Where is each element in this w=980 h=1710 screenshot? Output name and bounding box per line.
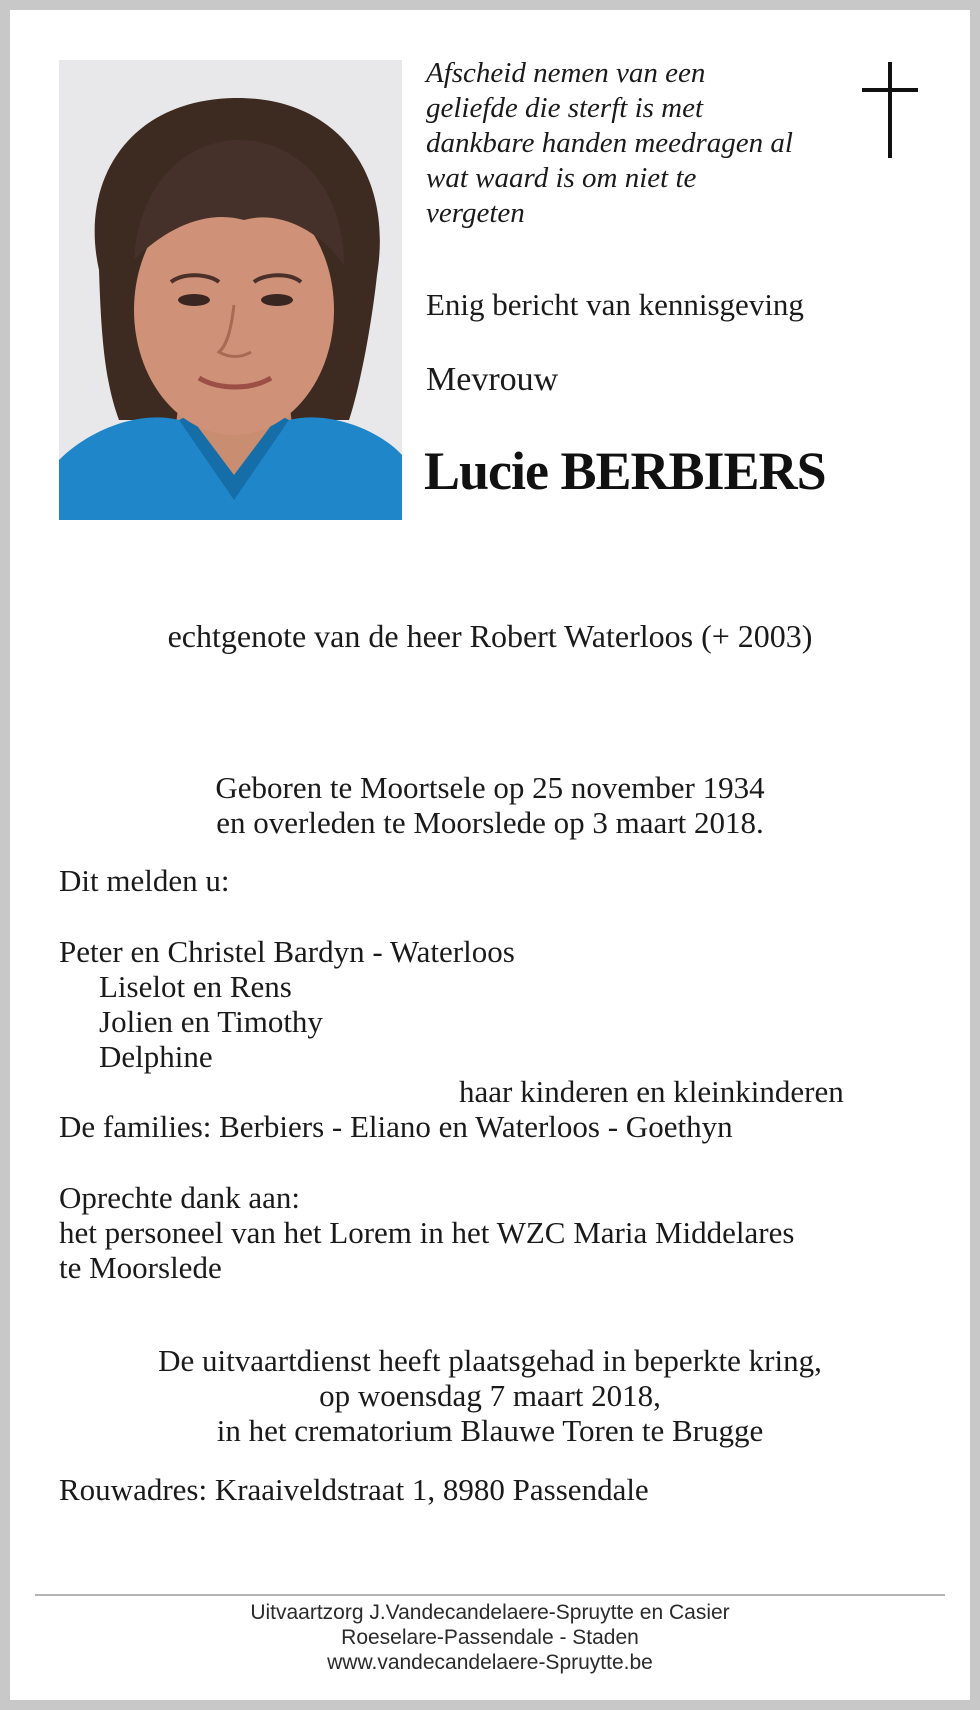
spouse-line: echtgenote van de heer Robert Waterloos (+ 2003) <box>167 618 813 654</box>
thanks-heading: Oprechte dank aan: <box>59 1180 300 1215</box>
portrait-photo <box>59 60 402 520</box>
footer-divider <box>35 1594 945 1596</box>
thanks-line: het personeel van het Lorem in het WZC Maria Middelares <box>59 1215 795 1250</box>
service-line: in het crematorium Blauwe Toren te Brugge <box>216 1413 764 1448</box>
family-intro: Dit melden u: <box>59 863 230 898</box>
footer-line: Roeselare-Passendale - Staden <box>341 1626 639 1649</box>
birth-line: Geboren te Moortsele op 25 november 1934 <box>215 770 765 805</box>
service-info <box>0 1343 980 1448</box>
quote-line: vergeten <box>426 197 525 229</box>
grandchildren-line: Jolien en Timothy <box>99 1004 323 1039</box>
quote-line: wat waard is om niet te <box>426 162 697 194</box>
quote-line: geliefde die sterft is met <box>426 92 704 124</box>
quote-line: Afscheid nemen van een <box>426 57 706 89</box>
cross-icon <box>862 62 918 158</box>
children-line: Peter en Christel Bardyn - Waterloos <box>59 934 515 969</box>
relation-line: haar kinderen en kleinkinderen <box>459 1074 844 1109</box>
grandchildren-line: Liselot en Rens <box>99 969 292 1004</box>
funeral-home-footer <box>0 1600 980 1675</box>
death-line: en overleden te Moorslede op 3 maart 2018. <box>216 805 764 840</box>
deceased-name: Lucie BERBIERS <box>424 441 826 501</box>
quote <box>426 56 856 231</box>
footer-website[interactable]: www.vandecandelaere-Spruytte.be <box>327 1651 653 1674</box>
grandchildren-line: Delphine <box>99 1039 213 1074</box>
birth-death-dates <box>0 770 980 840</box>
thanks-line: te Moorslede <box>59 1250 222 1285</box>
quote-line: dankbare handen meedragen al <box>426 127 793 159</box>
service-line: op woensdag 7 maart 2018, <box>319 1378 661 1413</box>
mourning-address: Rouwadres: Kraaiveldstraat 1, 8980 Passendale <box>59 1472 649 1507</box>
footer-line: Uitvaartzorg J.Vandecandelaere-Spruytte en Casier <box>250 1601 730 1624</box>
honorific: Mevrouw <box>426 361 559 398</box>
families-line: De families: Berbiers - Eliano en Waterloos - Goethyn <box>59 1109 733 1144</box>
notice-heading: Enig bericht van kennisgeving <box>426 287 804 322</box>
service-line: De uitvaartdienst heeft plaatsgehad in beperkte kring, <box>158 1343 822 1378</box>
